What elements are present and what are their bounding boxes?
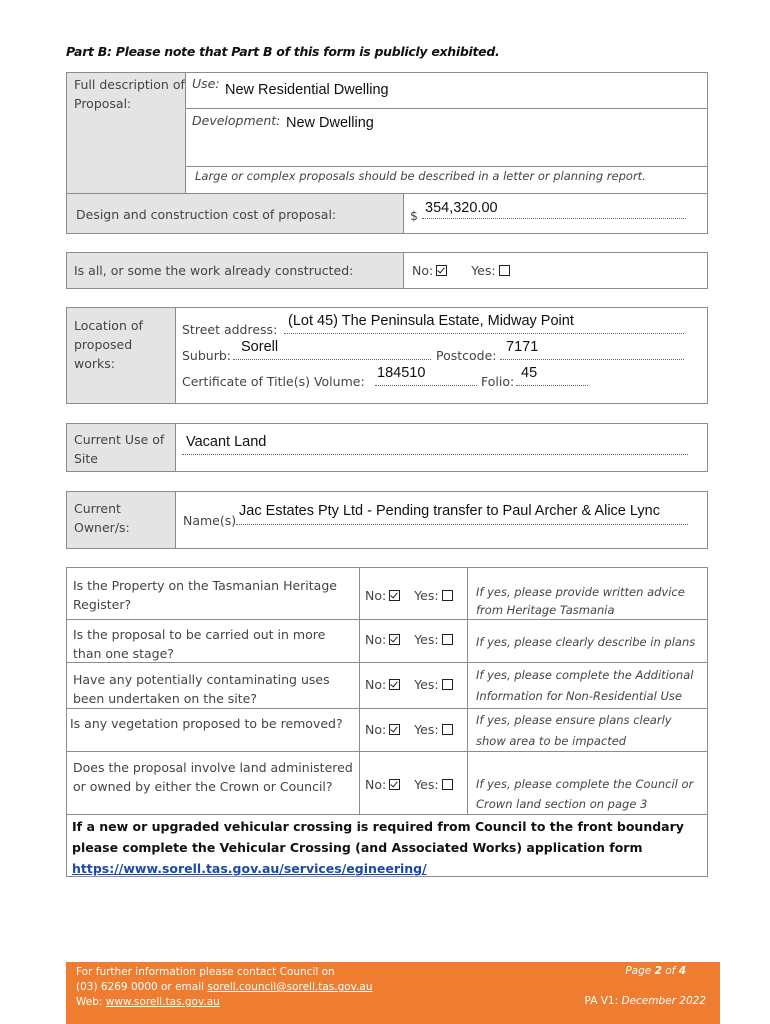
page-current: 2	[654, 965, 662, 977]
footer-email-line	[76, 980, 373, 995]
footer-email-link[interactable]: sorell.council@sorell.tas.gov.au	[207, 981, 373, 993]
constructed-options	[404, 253, 707, 280]
vehicular-crossing-note: If a new or upgraded vehicular crossing is required from Council to the front boundary please complete the Vehicular Crossing (and Associated Works) application form	[72, 819, 684, 855]
no-checkbox[interactable]	[389, 779, 400, 790]
no-checkbox[interactable]	[389, 634, 400, 645]
postcode-label: Postcode:	[436, 348, 497, 363]
no-checkbox[interactable]	[389, 679, 400, 690]
footer-web-line	[76, 995, 373, 1010]
question-vegetation-options	[365, 720, 453, 739]
cost-label: Design and construction cost of proposal:	[76, 207, 337, 222]
cost-label-cell	[66, 194, 404, 234]
yes-label: Yes:	[471, 263, 496, 278]
cost-input[interactable]: 354,320.00	[425, 200, 498, 216]
divider	[67, 619, 707, 620]
question-crown-land: Does the proposal involve land administered or owned by either the Crown or Council?	[73, 760, 353, 794]
divider	[67, 814, 707, 815]
page-total: 4	[678, 965, 686, 977]
question-stages-options	[365, 630, 453, 649]
no-label: No:	[412, 263, 434, 278]
question-heritage: Is the Property on the Tasmanian Heritage Register?	[73, 578, 337, 612]
divider	[467, 568, 468, 814]
proposal-note: Large or complex proposals should be described in a letter or planning report.	[195, 169, 646, 183]
yes-checkbox[interactable]	[442, 590, 453, 601]
suburb-label: Suburb:	[182, 348, 231, 363]
page-prefix: Page	[625, 965, 652, 977]
no-label: No:	[365, 722, 387, 737]
owner-label-cell	[66, 491, 176, 549]
owner-label: Current Owner/s:	[74, 501, 130, 535]
question-contamination-options	[365, 675, 453, 694]
owner-name-label: Name(s)	[183, 513, 237, 528]
constructed-field-cell	[403, 252, 708, 289]
footer	[66, 962, 720, 1024]
no-checkbox[interactable]	[436, 265, 447, 276]
proposal-label-cell	[66, 72, 186, 194]
development-label: Development:	[192, 113, 281, 128]
postcode-input[interactable]: 7171	[506, 339, 539, 355]
question-heritage-options	[365, 586, 453, 605]
current-use-label: Current Use of Site	[74, 432, 165, 466]
footer-web-label: Web:	[76, 996, 103, 1008]
yes-label: Yes:	[414, 588, 439, 603]
no-checkbox[interactable]	[389, 724, 400, 735]
yes-checkbox[interactable]	[442, 779, 453, 790]
yes-checkbox[interactable]	[442, 724, 453, 735]
question-stages-note: If yes, please clearly describe in plans	[476, 635, 696, 649]
proposal-label: Full description of Proposal:	[74, 77, 185, 111]
version-label: PA V1:	[584, 995, 619, 1007]
footer-contact-line: For further information please contact Council on	[76, 966, 335, 978]
location-label-cell	[66, 307, 176, 404]
question-vegetation-note: If yes, please ensure plans clearly show area to be impacted	[476, 713, 672, 748]
question-stages: Is the proposal to be carried out in more than one stage?	[73, 627, 326, 661]
constructed-label: Is all, or some the work already constructed:	[74, 263, 354, 278]
constructed-label-cell	[66, 252, 404, 289]
divider	[186, 108, 707, 109]
engineering-link[interactable]: https://www.sorell.tas.gov.au/services/egineering/	[72, 861, 427, 876]
development-input[interactable]: New Dwelling	[286, 115, 374, 131]
page-title: Part B: Please note that Part B of this form is publicly exhibited.	[66, 44, 500, 59]
no-label: No:	[365, 632, 387, 647]
yes-checkbox[interactable]	[499, 265, 510, 276]
yes-label: Yes:	[414, 722, 439, 737]
version-date: December 2022	[621, 995, 706, 1007]
question-vegetation: Is any vegetation proposed to be removed?	[70, 716, 343, 731]
question-crown-land-note: If yes, please complete the Council or Crown land section on page 3	[476, 777, 694, 811]
question-contamination: Have any potentially contaminating uses been undertaken on the site?	[73, 672, 330, 706]
yes-label: Yes:	[414, 632, 439, 647]
current-use-input[interactable]: Vacant Land	[186, 434, 267, 450]
folio-label: Folio:	[481, 374, 515, 389]
title-volume-label: Certificate of Title(s) Volume:	[182, 374, 365, 389]
page-of: of	[665, 965, 676, 977]
question-heritage-note: If yes, please provide written advice from Heritage Tasmania	[476, 585, 685, 617]
yes-checkbox[interactable]	[442, 679, 453, 690]
current-use-label-cell	[66, 423, 176, 472]
footer-web-link[interactable]: www.sorell.tas.gov.au	[105, 996, 220, 1008]
divider	[67, 708, 707, 709]
yes-label: Yes:	[414, 677, 439, 692]
yes-label: Yes:	[414, 777, 439, 792]
page-number	[625, 965, 686, 977]
version-info	[585, 995, 706, 1007]
street-label: Street address:	[182, 322, 278, 337]
street-input[interactable]: (Lot 45) The Peninsula Estate, Midway Point	[288, 313, 574, 329]
use-input[interactable]: New Residential Dwelling	[225, 82, 389, 98]
suburb-input[interactable]: Sorell	[241, 339, 279, 355]
location-label: Location of proposed works:	[74, 318, 143, 371]
volume-input[interactable]: 184510	[377, 365, 426, 381]
question-contamination-note: If yes, please complete the Additional Information for Non-Residential Use	[476, 668, 694, 703]
no-checkbox[interactable]	[389, 590, 400, 601]
no-label: No:	[365, 777, 387, 792]
use-label: Use:	[192, 76, 220, 91]
folio-input[interactable]: 45	[521, 365, 538, 381]
currency-symbol: $	[410, 208, 418, 223]
no-label: No:	[365, 588, 387, 603]
question-crown-land-options	[365, 775, 453, 794]
owner-name-input[interactable]: Jac Estates Pty Ltd - Pending transfer to Paul Archer & Alice Lync	[239, 503, 660, 519]
no-label: No:	[365, 677, 387, 692]
footer-phone: (03) 6269 0000 or email	[76, 981, 205, 993]
yes-checkbox[interactable]	[442, 634, 453, 645]
